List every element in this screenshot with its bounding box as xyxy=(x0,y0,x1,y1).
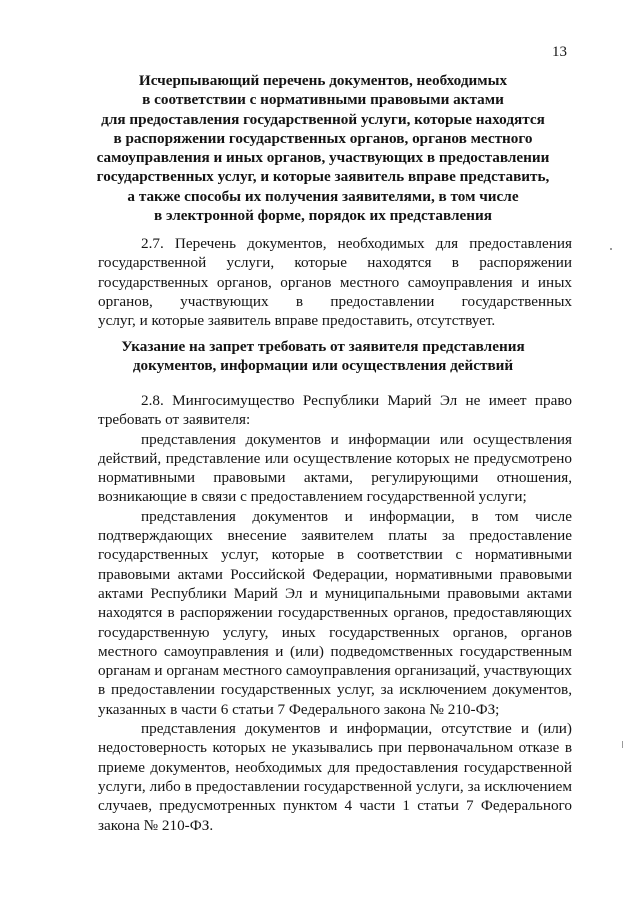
paragraph-line: органам и органам местного самоуправления организаций, участвующих xyxy=(98,662,573,680)
paragraph-line: представления документов и информации или осуществления xyxy=(141,430,572,448)
section-heading-prohibition xyxy=(90,337,556,376)
paragraph-line: 2.8. Мингосимущество Республики Марий Эл не имеет право xyxy=(141,392,572,409)
paragraph-line: требовать от заявителя: xyxy=(98,411,251,429)
heading-line: а также способы их получения заявителями, в том числе xyxy=(127,187,519,205)
paragraph-line: органов, участвующих в предоставлении государственных xyxy=(98,292,572,310)
paragraph-line: государственную услугу, иных государственных органов, органов xyxy=(98,623,572,641)
paragraph-line: представления документов и информации, в том числе xyxy=(141,507,572,525)
paragraph-line: действий, представление или осуществление которых не предусмотрено xyxy=(98,449,572,467)
paragraph-line: 2.7. Перечень документов, необходимых для предоставления xyxy=(141,235,572,252)
paragraph-line: указанных в части 6 статьи 7 Федерального закона № 210-ФЗ; xyxy=(98,700,500,718)
heading-line: Исчерпывающий перечень документов, необходимых xyxy=(138,72,508,89)
paragraph-line: правовыми актами Российской Федерации, нормативными правовыми xyxy=(98,565,572,583)
heading-line: документов, информации или осуществления действий xyxy=(132,357,514,375)
paragraph-line: местного самоуправления и (или) подведомственных государственным xyxy=(98,642,572,660)
paragraph-line: закона № 210-ФЗ. xyxy=(98,816,214,834)
heading-line: в электронной форме, порядок их представления xyxy=(154,207,492,225)
paragraph-2-8 xyxy=(98,391,572,835)
paragraph-line: представления документов и информации, отсутствие и (или) xyxy=(141,720,572,738)
paragraph-line: услуг, и которые заявитель вправе предоставить, отсутствует. xyxy=(98,312,496,330)
paragraph-line: подтверждающих внесение заявителем платы за предоставление xyxy=(98,527,572,545)
heading-line: в соответствии с нормативными правовыми актами xyxy=(142,91,504,109)
paragraph-line: недостоверность которых не указывались при первоначальном отказе в xyxy=(98,739,572,757)
paragraph-2-7 xyxy=(98,234,572,330)
scan-speck xyxy=(610,248,612,250)
paragraph-line: в предоставлении государственных услуг, за исключением документов, xyxy=(98,681,572,699)
section-heading-documents-list xyxy=(90,71,556,225)
heading-line: самоуправления и иных органов, участвующих в предоставлении xyxy=(96,149,550,167)
page-number: 13 xyxy=(552,44,567,60)
paragraph-line: государственных органов, органов местного самоуправления и иных xyxy=(98,273,572,291)
paragraph-line: нормативными правовыми актами, регулирующими отношения, xyxy=(98,469,572,487)
paragraph-line: актами Республики Марий Эл и муниципальными правовыми актами xyxy=(98,584,572,602)
paragraph-line: услуги, либо в предоставлении государственной услуги, за исключением xyxy=(98,777,572,795)
heading-line: для предоставления государственной услуги, которые находятся xyxy=(101,110,545,128)
paragraph-line: государственной услуги, которые находятся в распоряжении xyxy=(98,254,572,272)
paragraph-line: приеме документов, необходимых для предоставления государственной xyxy=(98,758,572,776)
heading-line: Указание на запрет требовать от заявителя представления xyxy=(121,338,525,355)
heading-line: в распоряжении государственных органов, органов местного xyxy=(113,129,533,147)
paragraph-line: возникающие в связи с предоставлением государственной услуги; xyxy=(98,488,527,506)
paragraph-line: государственных услуг, которые в соответствии с нормативными xyxy=(98,546,572,564)
paragraph-line: находятся в распоряжении государственных органов, предоставляющих xyxy=(98,604,572,622)
heading-line: государственных услуг, и которые заявитель вправе представить, xyxy=(96,168,550,186)
paragraph-line: случаев, предусмотренных пунктом 4 части 1 статьи 7 Федерального xyxy=(98,797,572,815)
scan-speck xyxy=(622,741,623,748)
